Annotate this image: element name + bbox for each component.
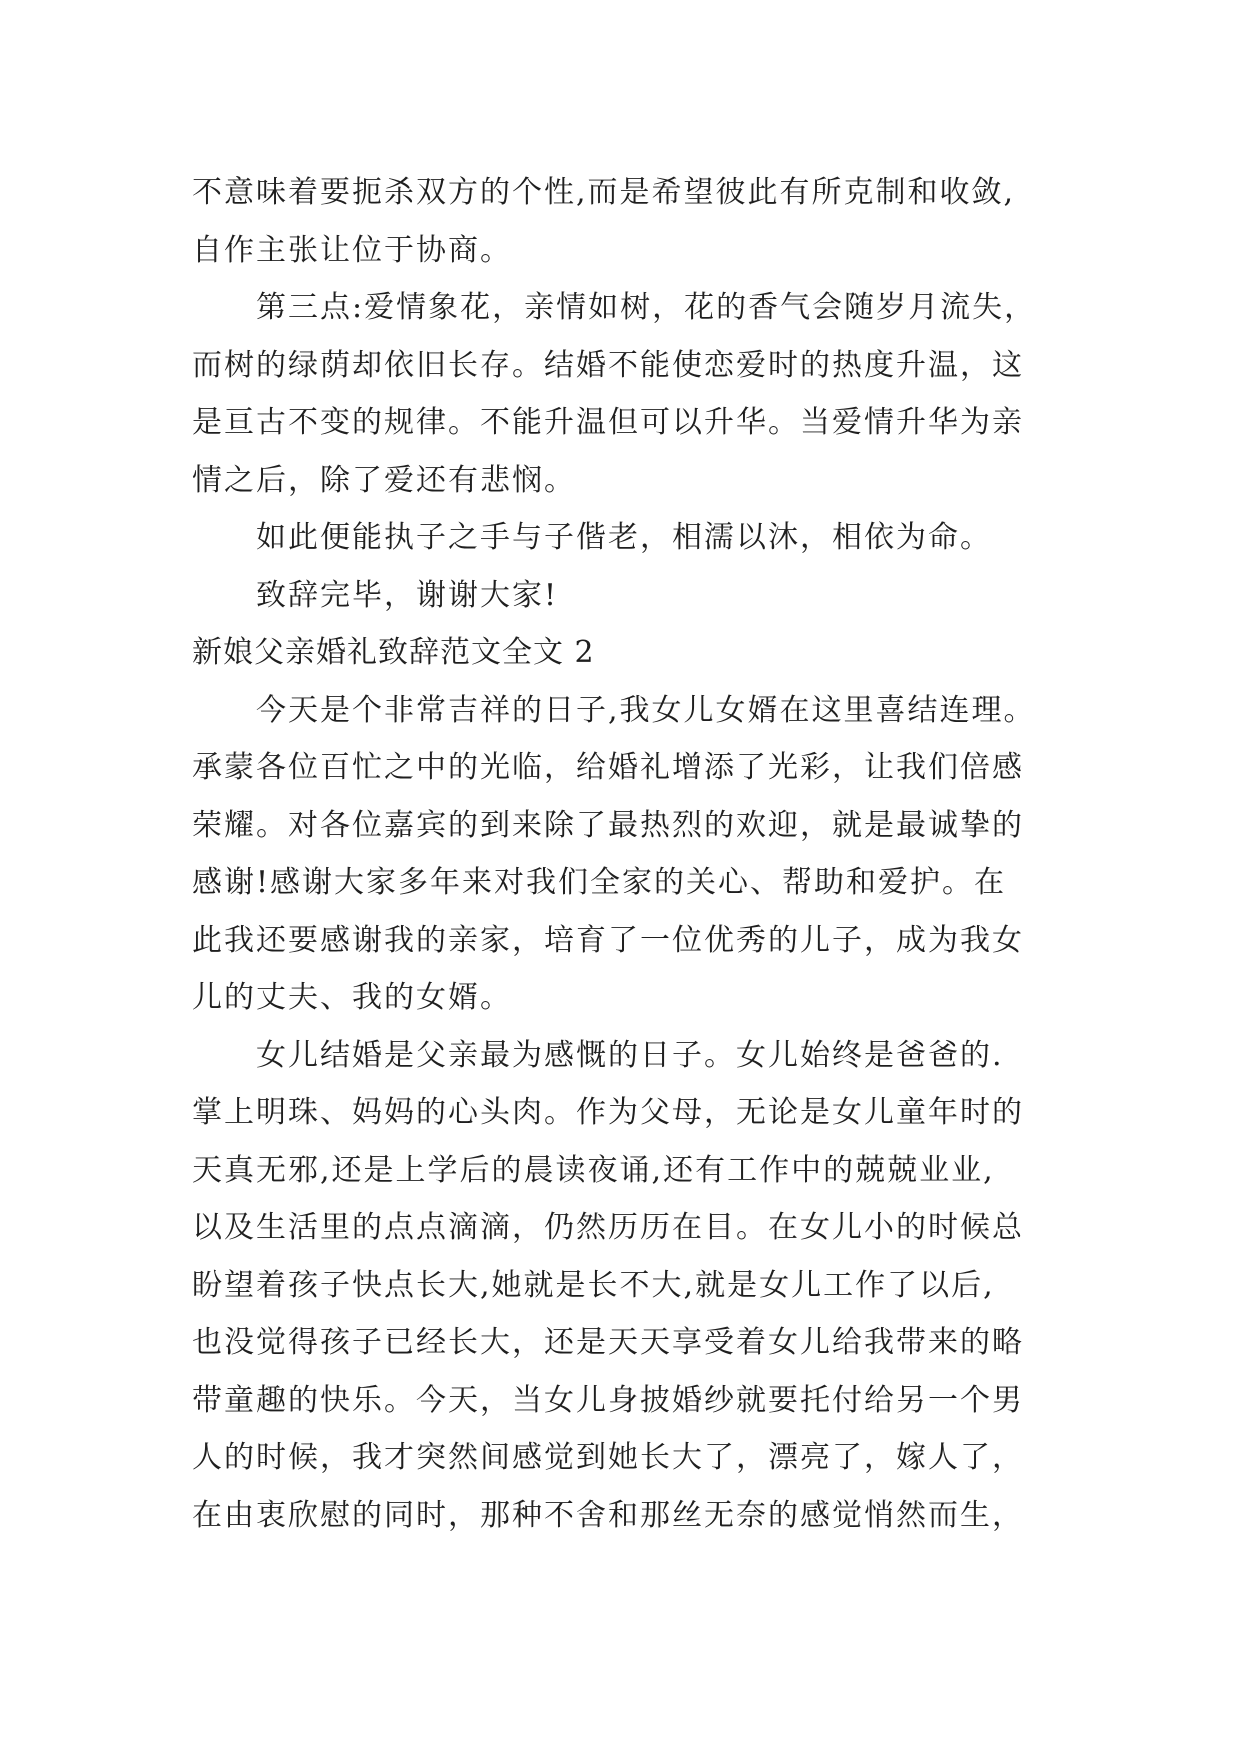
paragraph-first-line: 女儿结婚是父亲最为感慨的日子。女儿始终是爸爸的. xyxy=(256,1037,1004,1073)
body-text xyxy=(192,164,1092,1544)
text-line: 在由衷欣慰的同时，那种不舍和那丝无奈的感觉悄然而生， xyxy=(192,1497,1024,1533)
text-line: 盼望着孩子快点长大,她就是长不大,就是女儿工作了以后, xyxy=(192,1267,995,1303)
paragraph-first-line: 今天是个非常吉祥的日子,我女儿女婿在这里喜结连理。 xyxy=(256,692,1036,728)
text-line: 儿的丈夫、我的女婿。 xyxy=(192,980,512,1015)
text-line: 天真无邪,还是上学后的晨读夜诵,还有工作中的兢兢业业, xyxy=(192,1152,995,1188)
text-line: 承蒙各位百忙之中的光临，给婚礼增添了光彩，让我们倍感 xyxy=(192,750,1024,785)
text-line: 此我还要感谢我的亲家，培育了一位优秀的儿子，成为我女 xyxy=(192,922,1024,958)
text-line: 而树的绿荫却依旧长存。结婚不能使恋爱时的热度升温，这 xyxy=(192,347,1024,383)
text-line: 是亘古不变的规律。不能升温但可以升华。当爱情升华为亲 xyxy=(192,405,1024,440)
paragraph-first-line: 如此便能执子之手与子偕老，相濡以沐，相依为命。 xyxy=(256,520,992,555)
text-line: 不意味着要扼杀双方的个性,而是希望彼此有所克制和收敛, xyxy=(192,175,1016,210)
text-line: 以及生活里的点点滴滴，仍然历历在目。在女儿小的时候总 xyxy=(192,1210,1024,1245)
text-line: 也没觉得孩子已经长大，还是天天享受着女儿给我带来的略 xyxy=(192,1325,1024,1360)
text-line: 人的时候，我才突然间感觉到她长大了，漂亮了，嫁人了， xyxy=(192,1440,1024,1475)
section-heading: 新娘父亲婚礼致辞范文全文 2 xyxy=(192,635,595,670)
paragraph-first-line: 致辞完毕，谢谢大家! xyxy=(256,577,559,613)
text-line: 掌上明珠、妈妈的心头肉。作为父母，无论是女儿童年时的 xyxy=(192,1095,1024,1130)
text-line: 自作主张让位于协商。 xyxy=(192,232,512,268)
text-line: 感谢!感谢大家多年来对我们全家的关心、帮助和爱护。在 xyxy=(192,865,1007,900)
text-line: 带童趣的快乐。今天，当女儿身披婚纱就要托付给另一个男 xyxy=(192,1382,1024,1418)
text-line: 荣耀。对各位嘉宾的到来除了最热烈的欢迎，就是最诚挚的 xyxy=(192,807,1024,843)
text-line: 情之后，除了爱还有悲悯。 xyxy=(192,462,576,498)
paragraph-first-line: 第三点:爱情象花，亲情如树，花的香气会随岁月流失， xyxy=(256,290,1037,325)
